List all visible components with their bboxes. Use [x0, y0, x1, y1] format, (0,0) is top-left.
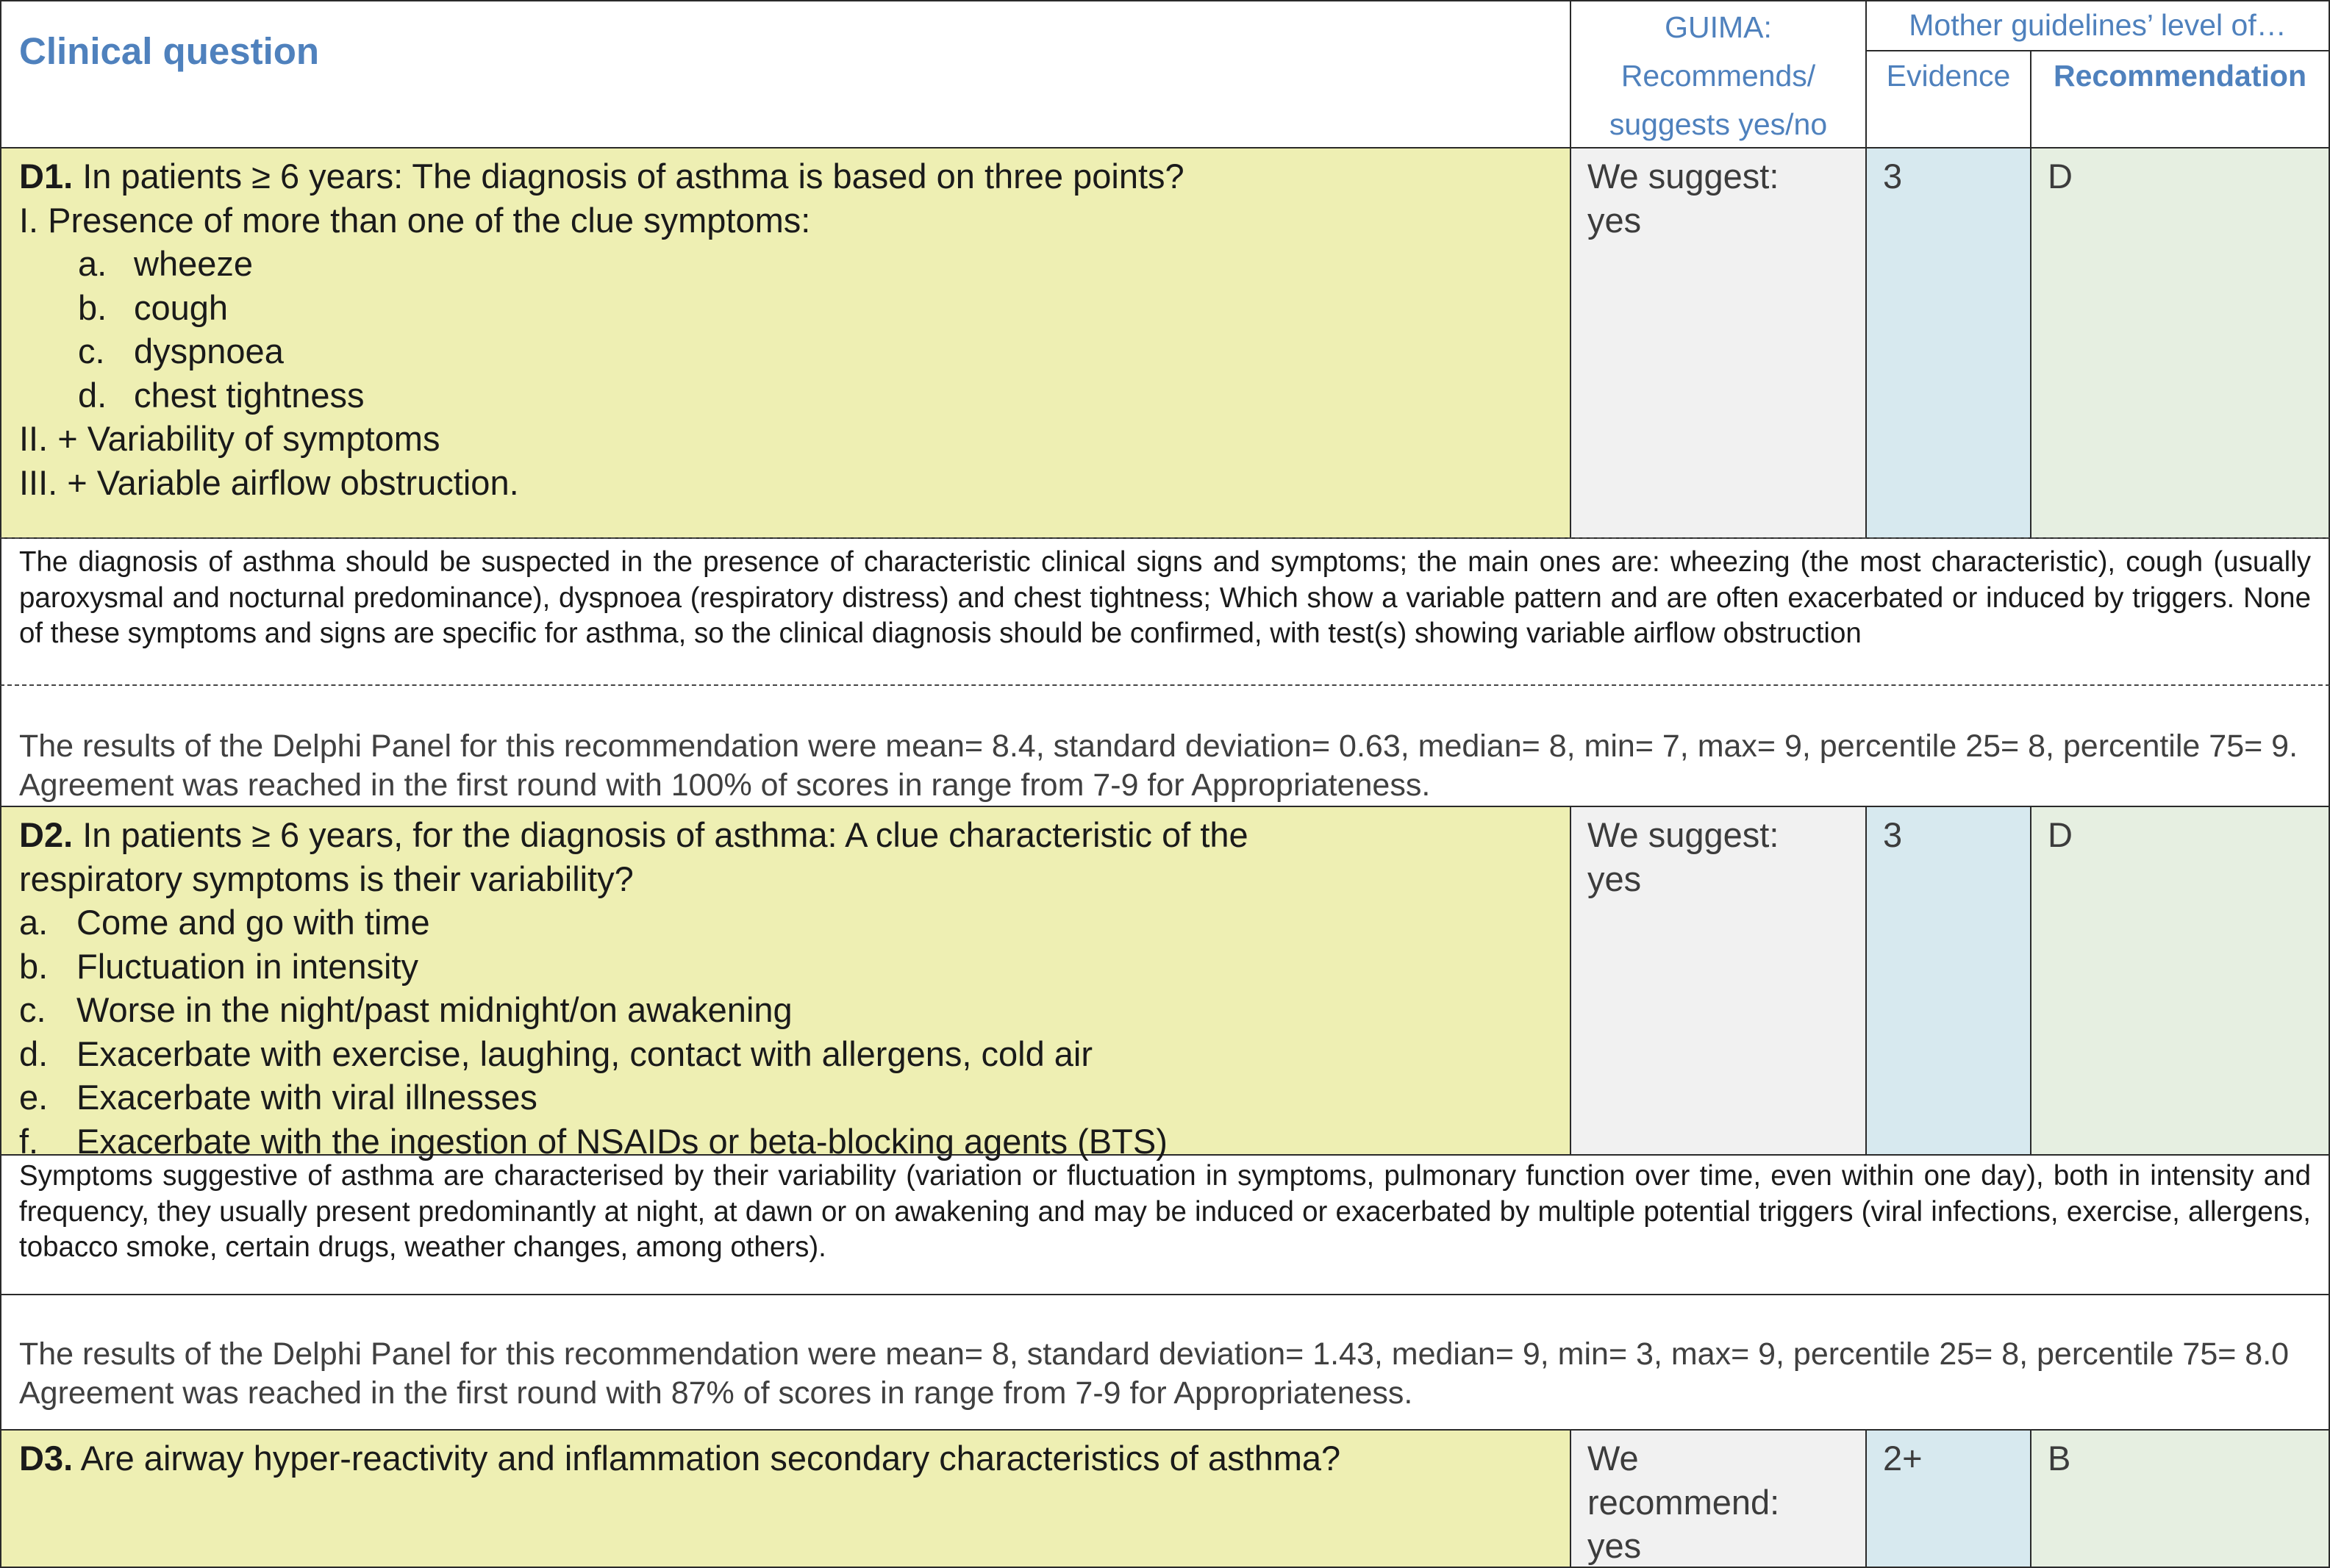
- d1-rationale: [0, 537, 2330, 686]
- header-evidence: [1865, 50, 2031, 148]
- d3-id: D3.: [19, 1439, 74, 1478]
- list-item: f. Exacerbate with the ingestion of NSAIDs or beta-blocking agents (BTS): [19, 1121, 1168, 1161]
- d3-guima-cell: [1570, 1429, 1867, 1568]
- d2-guima-line2: yes: [1587, 859, 1642, 898]
- header-mother-guidelines-label: Mother guidelines’ level of…: [1909, 8, 2287, 42]
- d1-guima-cell: [1570, 147, 1867, 539]
- d2-rationale-text: Symptoms suggestive of asthma are characterised by their variability (variation or fluctuation in symptoms, pulmonary function over time, even within one day), both in intensity and frequency, they usually present predominantly at night, at dawn or on awakening and may be induced or exacerbated by multiple potential triggers (viral infections, exercise, allergens, tobacco smoke, certain drugs, weather changes, among others).: [19, 1160, 2311, 1263]
- d3-question: [19, 1436, 1570, 1481]
- list-item: e. Exacerbate with viral illnesses: [19, 1078, 537, 1117]
- d1-question: [19, 154, 1570, 198]
- list-item: d. chest tightness: [78, 375, 365, 415]
- d2-guima-line1: We suggest:: [1587, 815, 1779, 854]
- d3-recommendation: B: [2048, 1439, 2071, 1478]
- header-evidence-label: Evidence: [1886, 59, 2011, 93]
- d3-evidence: 2+: [1883, 1439, 1923, 1478]
- d1-delphi-text: The results of the Delphi Panel for this recommendation were mean= 8.4, standard deviation= 0.63, median= 8, min= 7, max= 9, percentile 25= 8, percentile 75= 9. Agreement was reached in the first round with 100% of scores in range from 7-9 for Appropriateness.: [19, 728, 2298, 803]
- d2-id: D2.: [19, 815, 74, 854]
- d2-rationale: [0, 1154, 2330, 1295]
- d3-guima-line2: recommend:: [1587, 1482, 1780, 1522]
- d2-recommendation-cell: [2030, 806, 2330, 1156]
- list-item: c. dyspnoea: [78, 332, 284, 370]
- d2-question-text-1: In patients ≥ 6 years, for the diagnosis of asthma: A clue characteristic of the: [73, 815, 1248, 854]
- d2-question-cell: [0, 806, 1571, 1161]
- d1-point1: I. Presence of more than one of the clue symptoms:: [19, 200, 811, 240]
- d1-guima-line1: We suggest:: [1587, 157, 1779, 196]
- d2-evidence: 3: [1883, 815, 1903, 854]
- d3-question-cell: [0, 1429, 1571, 1568]
- d3-guima-line3: yes: [1587, 1526, 1642, 1565]
- d1-point2: II. + Variability of symptoms: [19, 419, 440, 458]
- list-item: a. wheeze: [78, 244, 253, 283]
- list-item: b. cough: [78, 287, 229, 327]
- d3-guima-line1: We: [1587, 1439, 1639, 1478]
- d2-question-text-2: respiratory symptoms is their variability?: [19, 859, 634, 898]
- d2-evidence-cell: [1865, 806, 2031, 1156]
- d3-question-text: Are airway hyper-reactivity and inflammation secondary characteristics of asthma?: [73, 1439, 1341, 1478]
- d1-evidence-cell: [1865, 147, 2031, 539]
- header-guima-line3: suggests yes/no: [1609, 107, 1828, 141]
- d1-question-cell: [0, 147, 1571, 539]
- header-guima-line1: GUIMA:: [1665, 10, 1772, 44]
- list-item: a. Come and go with time: [19, 903, 430, 942]
- d1-rationale-text: The diagnosis of asthma should be suspected in the presence of characteristic clinical signs and symptoms; the main ones are: wheezing (the most characteristic), cough (usually paroxysmal and nocturnal predominance), dyspnoea (respiratory distress) and chest tightness; Which show a variable pattern and are often exacerbated or induced by triggers. None of these symptoms and signs are specific for asthma, so the clinical diagnosis should be confirmed, with test(s) showing variable airflow obstruction: [19, 546, 2311, 649]
- d1-delphi: [0, 686, 2330, 807]
- d1-question-text: In patients ≥ 6 years: The diagnosis of asthma is based on three points?: [73, 157, 1184, 196]
- d2-question: [19, 813, 1570, 857]
- header-guima: [1570, 0, 1867, 148]
- header-recommendation: [2030, 50, 2330, 148]
- d1-id: D1.: [19, 157, 74, 196]
- header-clinical-question: [0, 0, 1571, 148]
- header-recommendation-label: Recommendation: [2054, 59, 2306, 93]
- header-clinical-question-label: Clinical question: [19, 30, 320, 72]
- list-item: d. Exacerbate with exercise, laughing, contact with allergens, cold air: [19, 1034, 1093, 1073]
- list-item: b. Fluctuation in intensity: [19, 946, 419, 986]
- d3-recommendation-cell: [2030, 1429, 2330, 1568]
- d2-guima-cell: [1570, 806, 1867, 1156]
- d1-recommendation-cell: [2030, 147, 2330, 539]
- header-guima-line2: Recommends/: [1620, 59, 1816, 93]
- d1-recommendation: D: [2048, 157, 2073, 196]
- header-mother-guidelines: [1865, 0, 2330, 51]
- d1-evidence: 3: [1883, 157, 1903, 196]
- d2-delphi-text: The results of the Delphi Panel for this recommendation were mean= 8, standard deviation= 1.43, median= 9, min= 3, max= 9, percentile 25= 8, percentile 75= 8.0 Agreement was reached in the first round with 87% of scores in range from 7-9 for Appropriateness.: [19, 1336, 2290, 1411]
- list-item: c. Worse in the night/past midnight/on awakening: [19, 990, 793, 1029]
- d3-evidence-cell: [1865, 1429, 2031, 1568]
- d2-recommendation: D: [2048, 815, 2073, 854]
- d1-point3: III. + Variable airflow obstruction.: [19, 462, 519, 502]
- d1-guima-line2: yes: [1587, 200, 1642, 240]
- d2-delphi: [0, 1295, 2330, 1431]
